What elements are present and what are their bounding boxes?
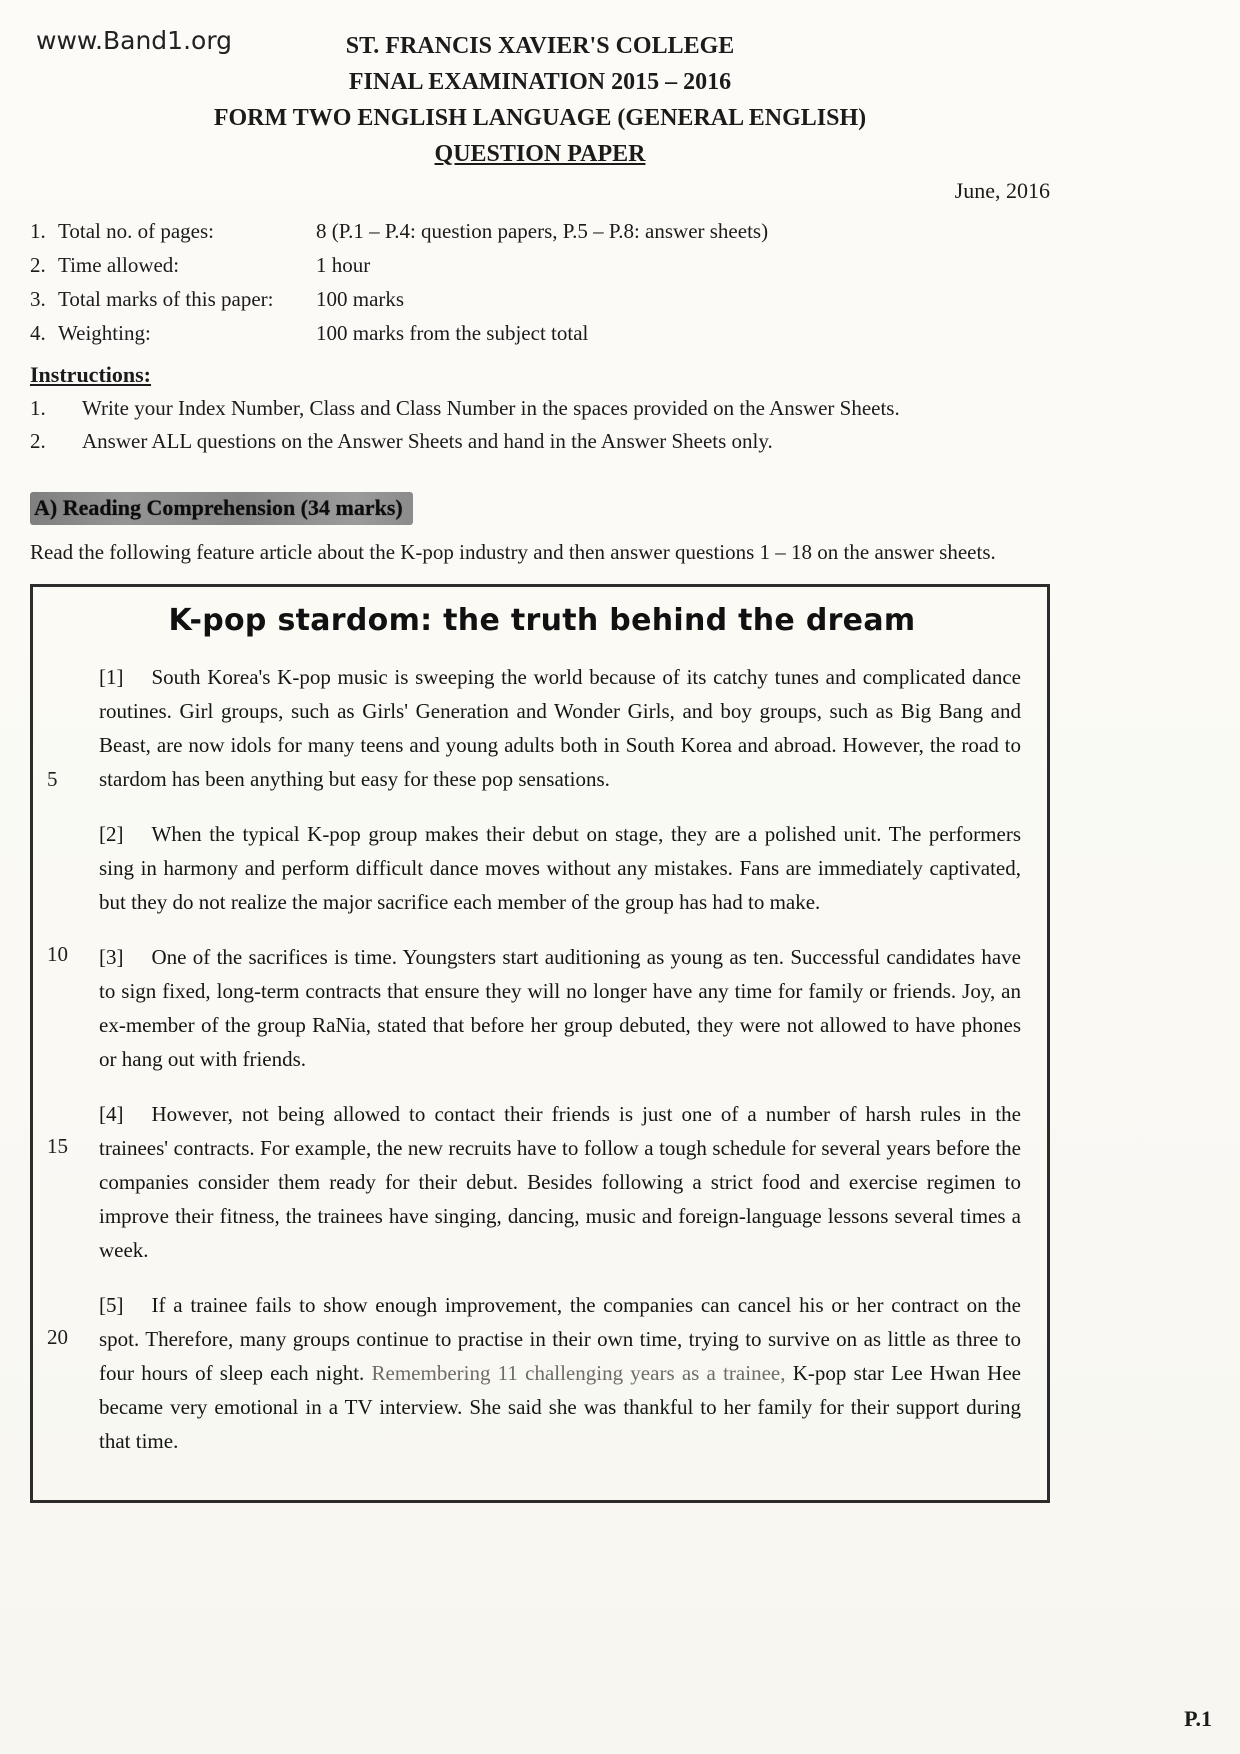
detail-value: 8 (P.1 – P.4: question papers, P.5 – P.8: answer sheets) (316, 219, 769, 243)
detail-num: 4. (30, 321, 46, 345)
paragraph-body: If a trainee fails to show enough improvement, the companies can cancel his or her contract on the spot. Therefore, many groups continue to practise in their own time, trying to survive on as little as three to four hours of sleep each night. (99, 1293, 1021, 1385)
detail-row-pages (30, 214, 1050, 248)
exam-details (30, 214, 1050, 350)
paper-type: QUESTION PAPER (434, 141, 646, 167)
page-number: P.1 (1184, 1706, 1212, 1731)
line-number-gutter (33, 1288, 99, 1458)
line-number-gutter (33, 940, 99, 1076)
page-content (30, 0, 1050, 1503)
line-number: 5 (47, 767, 58, 791)
paragraph-text (99, 1288, 1021, 1458)
paragraph-marker: [3] (99, 945, 124, 969)
line-number-gutter (33, 817, 99, 919)
school-name: ST. FRANCIS XAVIER'S COLLEGE (345, 33, 735, 59)
section-a-heading: A) Reading Comprehension (34 marks) (30, 492, 413, 525)
article-paragraph-3 (33, 940, 1021, 1076)
paragraph-marker: [2] (99, 822, 124, 846)
instruction-text: Write your Index Number, Class and Class Number in the spaces provided on the Answer Sheets. (82, 396, 900, 420)
paragraph-text (99, 940, 1021, 1076)
paragraph-body-after: K-pop star Lee Hwan Hee became very emotional in a TV interview. She said she was thankful to her family for their support during that time. (99, 1361, 1021, 1453)
instruction-item (30, 425, 1050, 458)
line-number-gutter (33, 1097, 99, 1267)
line-number: 20 (47, 1325, 68, 1349)
article-title: K-pop stardom: the truth behind the dream (168, 603, 916, 638)
instruction-item (30, 392, 1050, 425)
detail-row-marks (30, 282, 1050, 316)
article-paragraph-2 (33, 817, 1021, 919)
detail-row-time (30, 248, 1050, 282)
instruction-num: 2. (30, 429, 46, 453)
line-number: 10 (47, 942, 68, 966)
paragraph-text (99, 1097, 1021, 1267)
detail-row-weighting (30, 316, 1050, 350)
paragraph-body-faded: Remembering 11 challenging years as a trainee, (371, 1361, 786, 1385)
paragraph-body: When the typical K-pop group makes their debut on stage, they are a polished unit. The performers sing in harmony and perform difficult dance moves without any mistakes. Fans are immediately captivated, but they do not realize the major sacrifice each member of the group has had to make. (99, 822, 1021, 914)
detail-value: 1 hour (316, 253, 371, 277)
exam-date: June, 2016 (954, 178, 1050, 203)
article-paragraph-1 (33, 660, 1021, 796)
reading-article-box (30, 584, 1050, 1503)
instructions-section (30, 358, 1050, 458)
paragraph-marker: [4] (99, 1102, 124, 1126)
subject-title: FORM TWO ENGLISH LANGUAGE (GENERAL ENGLISH) (213, 105, 867, 131)
line-number-gutter (33, 660, 99, 796)
section-a-intro: Read the following feature article about the K-pop industry and then answer questions 1 – 18 on the answer sheets. (30, 540, 996, 564)
paragraph-body: South Korea's K-pop music is sweeping the world because of its catchy tunes and complicated dance routines. Girl groups, such as Girls' Generation and Wonder Girls, and boy groups, such as Big Bang and Beast, are now idols for many teens and young adults both in South Korea and abroad. However, the road to stardom has been anything but easy for these pop sensations. (99, 665, 1021, 791)
instruction-text: Answer ALL questions on the Answer Sheets and hand in the Answer Sheets only. (82, 429, 773, 453)
paragraph-body: However, not being allowed to contact their friends is just one of a number of harsh rules in the trainees' contracts. For example, the new recruits have to follow a tough schedule for several years before the companies consider them ready for their debut. Besides following a strict food and exercise regimen to improve their fitness, the trainees have singing, dancing, music and foreign-language lessons several times a week. (99, 1102, 1021, 1262)
paragraph-marker: [1] (99, 665, 124, 689)
instruction-num: 1. (30, 396, 46, 420)
article-paragraph-4 (33, 1097, 1021, 1267)
paragraph-marker: [5] (99, 1293, 124, 1317)
detail-value: 100 marks from the subject total (316, 321, 589, 345)
detail-label: Total marks of this paper: (58, 287, 274, 311)
paragraph-text (99, 817, 1021, 919)
line-number: 15 (47, 1134, 68, 1158)
paragraph-body: One of the sacrifices is time. Youngsters start auditioning as young as ten. Successful candidates have to sign fixed, long-term contracts that ensure they will no longer have any time for family or friends. Joy, an ex-member of the group RaNia, stated that before her group debuted, they were not allowed to have phones or hang out with friends. (99, 945, 1021, 1071)
watermark: www.Band1.org (36, 26, 233, 55)
paragraph-text (99, 660, 1021, 796)
exam-title: FINAL EXAMINATION 2015 – 2016 (348, 69, 732, 95)
instructions-title: Instructions: (30, 362, 152, 387)
detail-num: 2. (30, 253, 46, 277)
detail-num: 1. (30, 219, 46, 243)
detail-label: Weighting: (58, 321, 151, 345)
detail-num: 3. (30, 287, 46, 311)
detail-label: Time allowed: (58, 253, 180, 277)
section-a (30, 492, 1050, 570)
detail-value: 100 marks (316, 287, 405, 311)
detail-label: Total no. of pages: (58, 219, 214, 243)
article-paragraph-5 (33, 1288, 1021, 1458)
